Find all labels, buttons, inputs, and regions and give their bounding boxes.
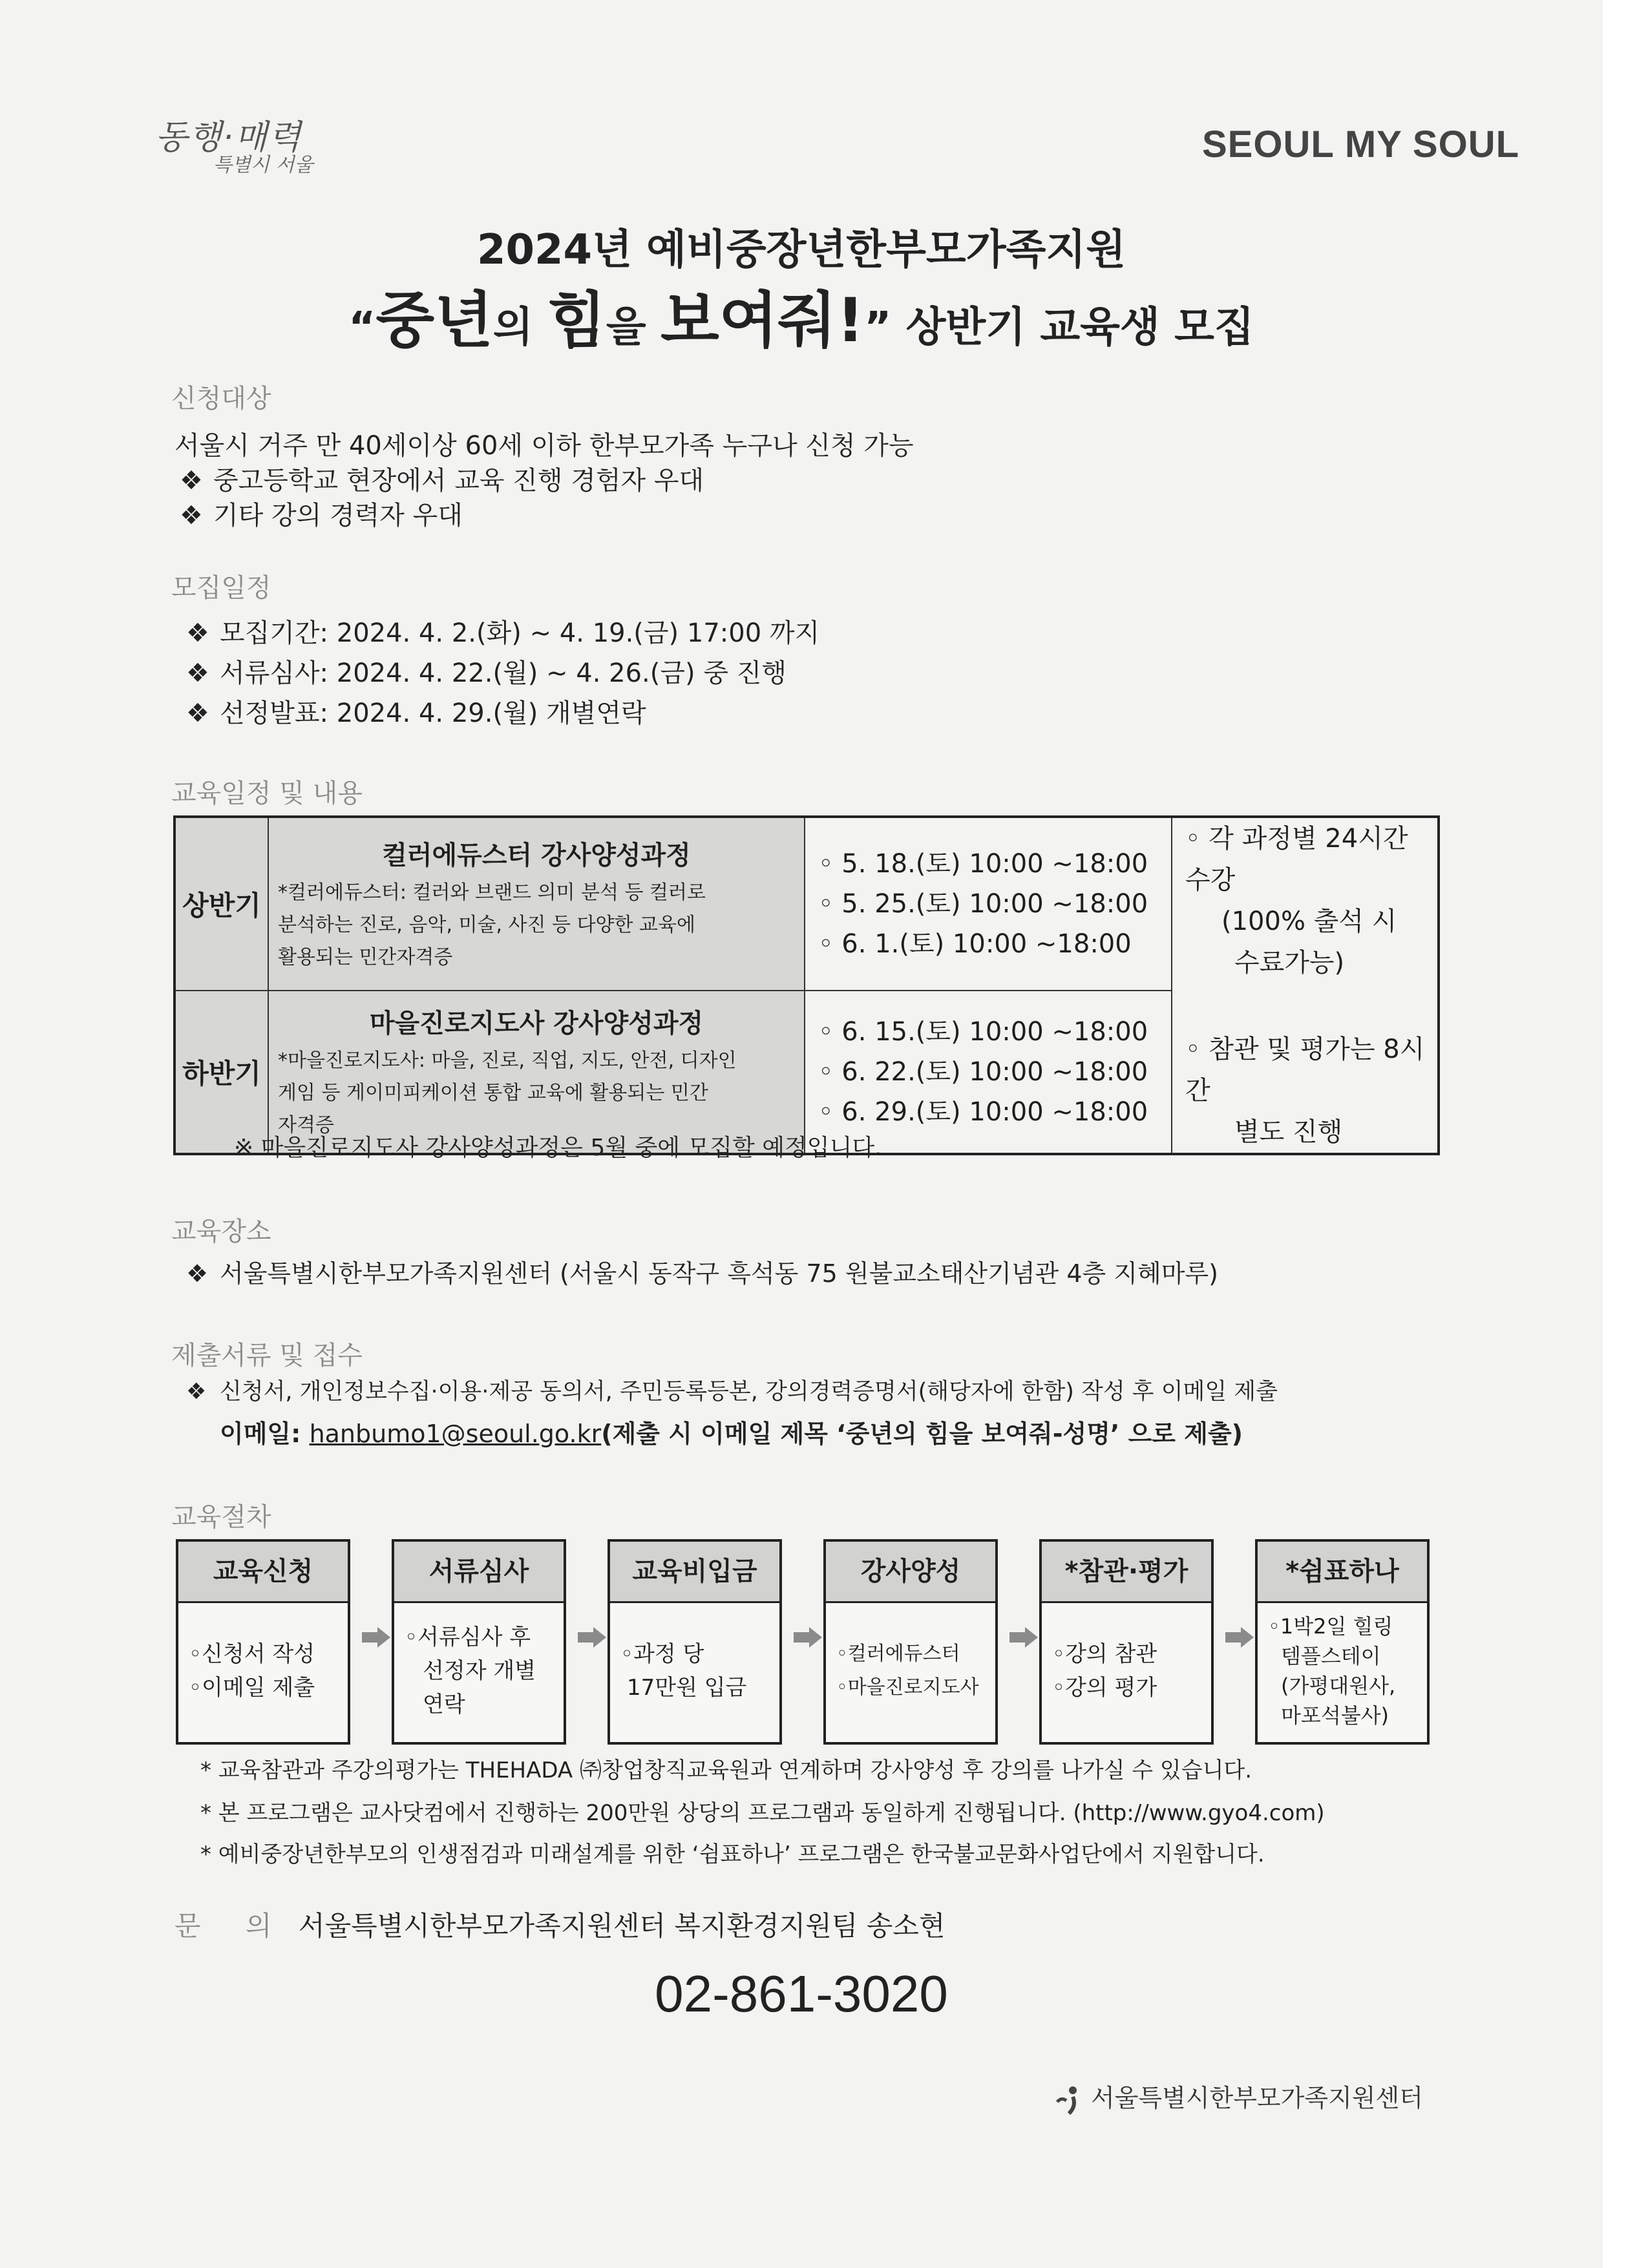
- arrow-right-icon: [794, 1627, 822, 1646]
- contact-phone[interactable]: 02-861-3020: [655, 1965, 948, 2022]
- process-note: * 교육참관과 주강의평가는 THEHADA ㈜창업창직교육원과 연계하며 강사양성 후 강의를 나가실 수 있습니다.: [200, 1758, 1252, 1783]
- section-heading-eligibility: 신청대상: [171, 384, 271, 414]
- course-desc: 자격증: [278, 1113, 334, 1137]
- step-title: *쉼표하나: [1258, 1542, 1427, 1603]
- scan-edge: [1603, 0, 1648, 2268]
- eligibility-main: 서울시 거주 만 40세이상 60세 이하 한부모가족 누구나 신청 가능: [174, 431, 914, 461]
- contact-org: 서울특별시한부모가족지원센터 복지환경지원팀 송소현: [299, 1910, 945, 1942]
- process-step: 서류심사 ◦서류심사 후 선정자 개별 연락: [392, 1539, 566, 1745]
- course-desc: 활용되는 민간자격증: [278, 945, 453, 969]
- process-step: 교육신청 ◦신청서 작성 ◦이메일 제출: [176, 1539, 350, 1745]
- step-title: 교육신청: [178, 1542, 348, 1603]
- section-heading-recruit: 모집일정: [171, 573, 271, 603]
- course-desc: *컬러에듀스터: 컬러와 브랜드 의미 분석 등 컬러로: [278, 881, 706, 904]
- note-cell: [1172, 817, 1439, 1154]
- course-desc: 게임 등 게이미피케이션 통합 교육에 활용되는 민간: [278, 1081, 708, 1104]
- bullet-icon: ❖: [180, 466, 203, 496]
- arrow-right-icon: [362, 1627, 390, 1646]
- schedule-footnote: ※ 마을진로지도사 강사양성과정은 5월 중에 모집할 예정입니다.: [234, 1135, 882, 1161]
- seoul-my-soul-logo: SEOUL MY SOUL: [1202, 123, 1520, 165]
- process-step: *참관·평가 ◦강의 참관 ◦강의 평가: [1039, 1539, 1214, 1745]
- date-line: ◦ 6. 1.(토) 10:00 ~18:00: [818, 929, 1132, 960]
- process-note: * 예비중장년한부모의 인생점검과 미래설계를 위한 ‘쉼표하나’ 프로그램은 한국불교문화사업단에서 지원합니다.: [200, 1842, 1265, 1867]
- note-line: (100% 출석 시: [1221, 907, 1397, 936]
- note-line: ◦ 참관 및 평가는 8시간: [1185, 1034, 1425, 1106]
- term-cell: 하반기: [174, 991, 268, 1154]
- bullet-icon: ❖: [180, 501, 203, 530]
- page-subtitle: “중년의 힘을 보여줘!” 상반기 교육생 모집: [348, 286, 1254, 356]
- note-line: 별도 진행: [1234, 1117, 1343, 1147]
- course-desc: 분석하는 진로, 음악, 미술, 사진 등 다양한 교육에: [278, 913, 695, 936]
- date-line: ◦ 6. 22.(토) 10:00 ~18:00: [818, 1057, 1148, 1087]
- step-title: 교육비입금: [610, 1542, 779, 1603]
- date-line: ◦ 6. 15.(토) 10:00 ~18:00: [818, 1017, 1148, 1047]
- schedule-table: [173, 815, 1440, 1155]
- bullet-icon: ❖: [186, 618, 209, 648]
- center-logo: 서울특별시한부모가족지원센터: [1053, 2078, 1423, 2116]
- note-line: ◦ 각 과정별 24시간 수강: [1185, 824, 1408, 895]
- date-line: ◦ 5. 25.(토) 10:00 ~18:00: [818, 889, 1148, 919]
- recruit-item: ❖ 모집기간: 2024. 4. 2.(화) ~ 4. 19.(금) 17:00 까지: [186, 618, 820, 648]
- arrow-right-icon: [1009, 1627, 1038, 1646]
- contact-label: 문 의: [174, 1910, 290, 1942]
- course-desc: *마을진로지도사: 마을, 진로, 직업, 지도, 안전, 디자인: [278, 1049, 737, 1072]
- section-heading-place: 교육장소: [171, 1217, 271, 1246]
- date-line: ◦ 6. 29.(토) 10:00 ~18:00: [818, 1097, 1148, 1128]
- section-heading-schedule: 교육일정 및 내용: [171, 779, 363, 808]
- course-cell: [268, 817, 805, 991]
- seoul-slogan-logo: 동행·매력 특별시 서울: [155, 118, 313, 176]
- course-title: 마을진로지도사 강사양성과정: [369, 1008, 704, 1038]
- email-link[interactable]: hanbumo1@seoul.go.kr: [309, 1420, 602, 1448]
- note-line: 수료가능): [1234, 948, 1345, 978]
- docs-item: ❖ 신청서, 개인정보수집·이용·제공 동의서, 주민등록등본, 강의경력증명서(해당자에 한함) 작성 후 이메일 제출: [186, 1379, 1278, 1405]
- process-note: * 본 프로그램은 교사닷컴에서 진행하는 200만원 상당의 프로그램과 동일하게 진행됩니다. (http://www.gyo4.com): [200, 1800, 1325, 1826]
- bullet-icon: ❖: [186, 1259, 209, 1288]
- process-step: *쉼표하나 ◦1박2일 힐링 템플스테이 (가평대원사, 마포석불사): [1255, 1539, 1430, 1745]
- center-logo-icon: [1053, 2084, 1086, 2116]
- eligibility-item: ❖ 기타 강의 경력자 우대: [180, 501, 463, 530]
- step-title: 서류심사: [394, 1542, 564, 1603]
- page-title: 2024년 예비중장년한부모가족지원: [476, 226, 1126, 274]
- bullet-icon: ❖: [186, 698, 209, 728]
- place-item: ❖ 서울특별시한부모가족지원센터 (서울시 동작구 흑석동 75 원불교소태산기념관 4층 지혜마루): [186, 1259, 1218, 1288]
- bullet-icon: ❖: [186, 1379, 207, 1405]
- dates-cell: [805, 817, 1172, 991]
- process-step: 교육비입금 ◦과정 당 17만원 입금: [607, 1539, 782, 1745]
- section-heading-process: 교육절차: [171, 1502, 271, 1532]
- recruit-item: ❖ 서류심사: 2024. 4. 22.(월) ~ 4. 26.(금) 중 진행: [186, 658, 787, 688]
- bullet-icon: ❖: [186, 658, 209, 688]
- recruit-item: ❖ 선정발표: 2024. 4. 29.(월) 개별연락: [186, 698, 646, 728]
- arrow-right-icon: [578, 1627, 606, 1646]
- step-title: 강사양성: [826, 1542, 995, 1603]
- email-line: 이메일: hanbumo1@seoul.go.kr(제출 시 이메일 제목 ‘중년의 힘을 보여줘-성명’ 으로 제출): [220, 1420, 1243, 1448]
- process-step: 강사양성 ◦컬러에듀스터 ◦마을진로지도사: [823, 1539, 998, 1745]
- section-heading-docs: 제출서류 및 접수: [171, 1341, 363, 1370]
- date-line: ◦ 5. 18.(토) 10:00 ~18:00: [818, 849, 1148, 879]
- term-cell: 상반기: [174, 817, 268, 991]
- eligibility-item: ❖ 중고등학교 현장에서 교육 진행 경험자 우대: [180, 466, 704, 496]
- table-row: [174, 817, 1439, 991]
- step-title: *참관·평가: [1042, 1542, 1211, 1603]
- arrow-right-icon: [1225, 1627, 1254, 1646]
- course-title: 컬러에듀스터 강사양성과정: [382, 840, 691, 870]
